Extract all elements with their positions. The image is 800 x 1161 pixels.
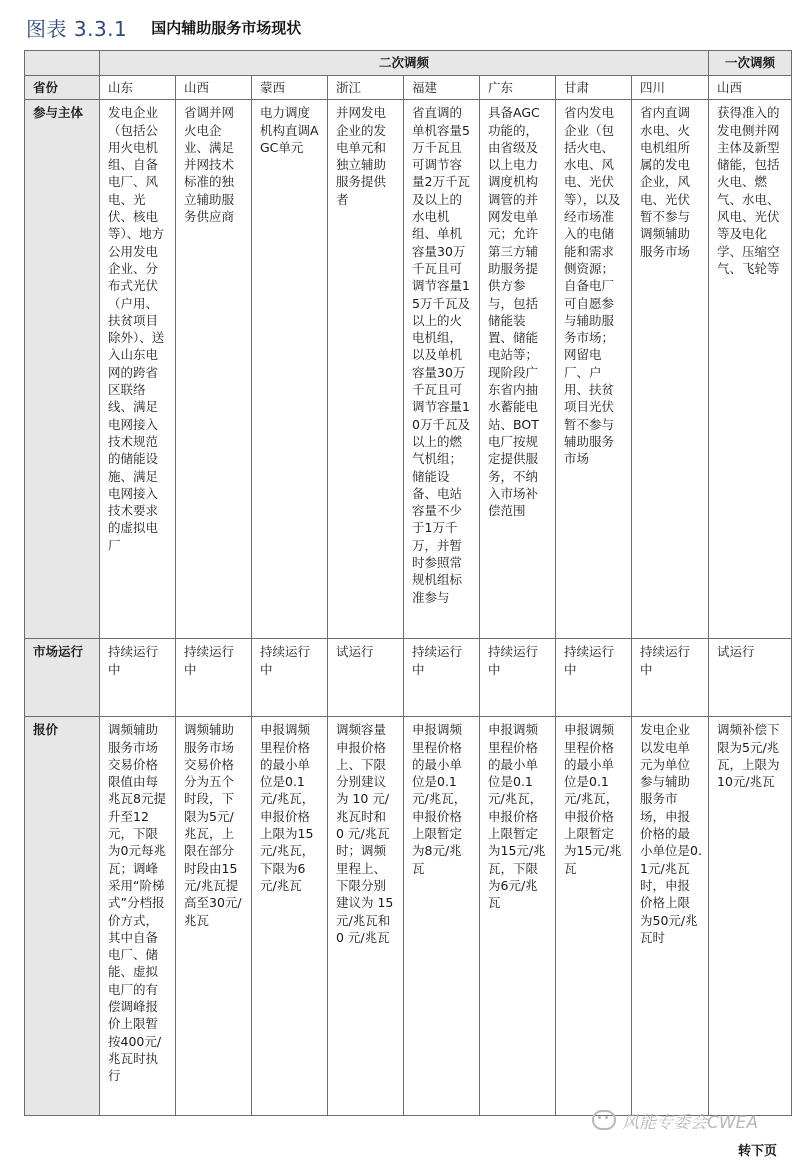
province-cell: 广东 [480, 76, 556, 100]
operation-cell: 试运行 [328, 639, 404, 717]
watermark-text: 风能专委会CWEA [622, 1112, 759, 1133]
operation-cell: 持续运行中 [176, 639, 252, 717]
figure-title: 国内辅助服务市场现状 [151, 18, 302, 37]
operation-cell: 持续运行中 [556, 639, 632, 717]
figure-number: 图表 3.3.1 [26, 16, 128, 41]
operation-cell: 持续运行中 [252, 639, 328, 717]
group-primary-header: 一次调频 [709, 51, 792, 76]
province-cell: 四川 [632, 76, 709, 100]
quote-cell: 调频容量申报价格上、下限分别建议为 10 元/兆瓦时和 0 元/兆瓦时；调频里程上、下限分别建议为 15 元/兆瓦和 0 元/兆瓦 [328, 717, 404, 1116]
quote-cell: 申报调频里程价格的最小单位是0.1元/兆瓦，申报价格上限暂定为8元/兆瓦 [404, 717, 480, 1116]
participants-cell: 获得准入的发电侧并网主体及新型储能，包括火电、燃气、水电、风电、光伏等及电化学、压缩空气、飞轮等 [709, 100, 792, 639]
province-cell: 山西 [176, 76, 252, 100]
row-label-participants: 参与主体 [25, 100, 100, 639]
province-cell: 蒙西 [252, 76, 328, 100]
province-cell: 浙江 [328, 76, 404, 100]
province-cell: 甘肃 [556, 76, 632, 100]
operation-cell: 持续运行中 [404, 639, 480, 717]
participants-cell: 具备AGC功能的，由省级及以上电力调度机构调管的并网发电单元；允许第三方辅助服务提供方参与，包括储能装置、储能电站等；现阶段广东省内抽水蓄能电站、BOT电厂按规定提供服务，不纳入市场补偿范围 [480, 100, 556, 639]
watermark [592, 1107, 758, 1133]
quote-cell: 调频辅助服务市场交易价格限值由每兆瓦8元提升至12元，下限为0元每兆瓦；调峰采用“阶梯式”分档报价方式，其中自备电厂、储能、虚拟电厂的有偿调峰报价上限暂按400元/兆瓦时执行 [100, 717, 176, 1116]
quote-cell: 申报调频里程价格的最小单位是0.1元/兆瓦，申报价格上限为15元/兆瓦，下限为6元/兆瓦 [252, 717, 328, 1116]
quote-cell: 发电企业以发电单元为单位参与辅助服务市场，申报价格的最小单位是0.1元/兆瓦时，申报价格上限为50元/兆瓦时 [632, 717, 709, 1116]
participants-cell: 并网发电企业的发电单元和独立辅助服务提供者 [328, 100, 404, 639]
province-cell: 福建 [404, 76, 480, 100]
participants-cell: 电力调度机构直调AGC单元 [252, 100, 328, 639]
header-corner [25, 51, 100, 76]
participants-cell: 发电企业（包括公用火电机组、自备电厂、风电、光伏、核电等）、地方公用发电企业、分布式光伏（户用、扶贫项目除外）、送入山东电网的跨省区联络线、满足电网接入技术规范的储能设施、满足电网接入技术要求的虚拟电厂 [100, 100, 176, 639]
next-page-note: 转下页 [738, 1144, 778, 1159]
province-cell: 山东 [100, 76, 176, 100]
operation-cell: 持续运行中 [100, 639, 176, 717]
wechat-icon [592, 1110, 616, 1130]
quote-cell: 申报调频里程价格的最小单位是0.1元/兆瓦，申报价格上限暂定为15元/兆瓦 [556, 717, 632, 1116]
row-label-quote: 报价 [25, 717, 100, 1116]
participants-cell: 省内发电企业（包括火电、水电、风电、光伏等），以及经市场准入的电储能和需求侧资源；自备电厂可自愿参与辅助服务市场；网留电厂、户用、扶贫项目光伏暂不参与辅助服务市场 [556, 100, 632, 639]
participants-cell: 省直调的单机容量5万千瓦且可调节容量2万千瓦及以上的水电机组、单机容量30万千瓦且可调节容量15万千瓦及以上的火电机组，以及单机容量30万千瓦且可调节容量10万千瓦及以上的燃气机组；储能设备、电站容量不少于1万千万，并暂时参照常规机组标准参与 [404, 100, 480, 639]
province-cell: 山西 [709, 76, 792, 100]
participants-cell: 省调并网火电企业、满足并网技术标准的独立辅助服务供应商 [176, 100, 252, 639]
figure-header [26, 12, 301, 42]
auxiliary-services-table [24, 50, 792, 1116]
quote-cell: 调频补偿下限为5元/兆瓦，上限为10元/兆瓦 [709, 717, 792, 1116]
operation-cell: 试运行 [709, 639, 792, 717]
row-label-operation: 市场运行 [25, 639, 100, 717]
operation-cell: 持续运行中 [632, 639, 709, 717]
quote-cell: 调频辅助服务市场交易价格分为五个时段，下限为5元/兆瓦，上限在部分时段由15元/兆瓦提高至30元/兆瓦 [176, 717, 252, 1116]
group-secondary-header: 二次调频 [100, 51, 709, 76]
row-label-province: 省份 [25, 76, 100, 100]
quote-cell: 申报调频里程价格的最小单位是0.1元/兆瓦，申报价格上限暂定为15元/兆瓦，下限为6元/兆瓦 [480, 717, 556, 1116]
participants-cell: 省内直调水电、火电机组所属的发电企业，风电、光伏暂不参与调频辅助服务市场 [632, 100, 709, 639]
operation-cell: 持续运行中 [480, 639, 556, 717]
